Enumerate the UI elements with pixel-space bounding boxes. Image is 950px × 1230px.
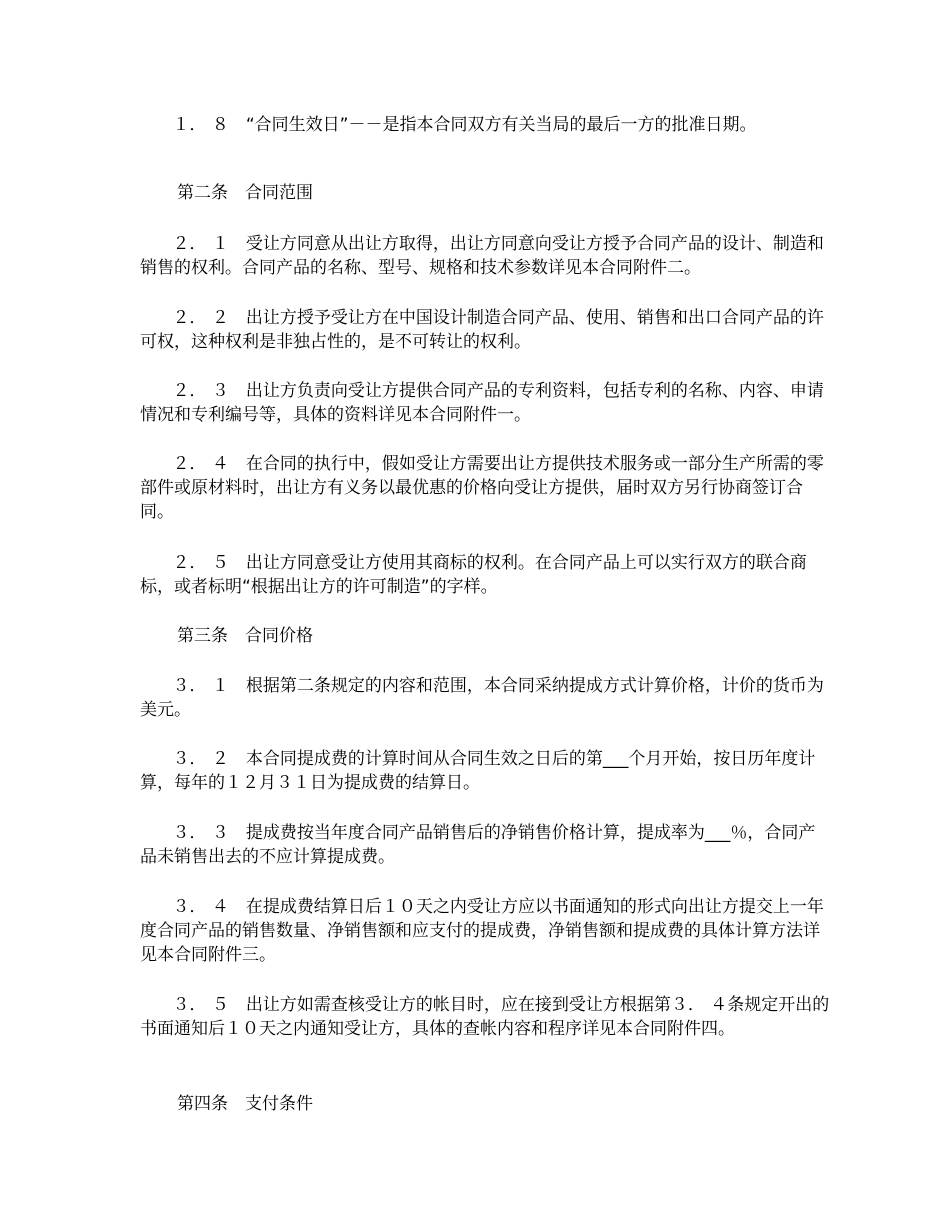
paragraph-2-2: ２． ２ 出让方授予受让方在中国设计制造合同产品、使用、销售和出口合同产品的许可权，这种权利是非独占性的，是不可转让的权利。 <box>140 308 824 352</box>
article-2-title: 第二条 合同范围 <box>177 183 313 203</box>
paragraph-2-5: ２． ５ 出让方同意受让方使用其商标的权利。在合同产品上可以实行双方的联合商标，或者标明“根据出让方的许可制造”的字样。 <box>140 553 807 597</box>
paragraph-3-4: ３． ４ 在提成费结算日后１０天之内受让方应以书面通知的形式向出让方提交上一年度合同产品的销售数量、净销售额和应支付的提成费，净销售额和提成费的具体计算方法详见本合同附件三。 <box>140 897 824 965</box>
paragraph-1-8: １． ８ “合同生效日”－－是指本合同双方有关当局的最后一方的批准日期。 <box>140 115 757 135</box>
article-3-title: 第三条 合同价格 <box>177 626 313 646</box>
paragraph-3-5: ３． ５ 出让方如需查核受让方的帐目时，应在接到受让方根据第３． ４条规定开出的书面通知后１０天之内通知受让方，具体的查帐内容和程序详见本合同附件四。 <box>140 995 830 1039</box>
paragraph-3-2: ３． ２ 本合同提成费的计算时间从合同生效之日后的第___个月开始，按日历年度计算，每年的１２月３１日为提成费的结算日。 <box>140 749 816 793</box>
paragraph-2-4: ２． ４ 在合同的执行中，假如受让方需要出让方提供技术服务或一部分生产所需的零部件或原材料时，出让方有义务以最优惠的价格向受让方提供，届时双方另行协商签订合同。 <box>140 454 824 522</box>
paragraph-2-1: ２． １ 受让方同意从出让方取得，出让方同意向受让方授予合同产品的设计、制造和销售的权利。合同产品的名称、型号、规格和技术参数详见本合同附件二。 <box>140 234 824 278</box>
article-4-title: 第四条 支付条件 <box>177 1094 313 1114</box>
paragraph-3-1: ３． １ 根据第二条规定的内容和范围，本合同采纳提成方式计算价格，计价的货币为美元。 <box>140 676 824 720</box>
paragraph-2-3: ２． ３ 出让方负责向受让方提供合同产品的专利资料，包括专利的名称、内容、申请情况和专利编号等，具体的资料详见本合同附件一。 <box>140 381 824 425</box>
paragraph-3-3: ３． ３ 提成费按当年度合同产品销售后的净销售价格计算，提成率为___％，合同产品未销售出去的不应计算提成费。 <box>140 823 816 867</box>
